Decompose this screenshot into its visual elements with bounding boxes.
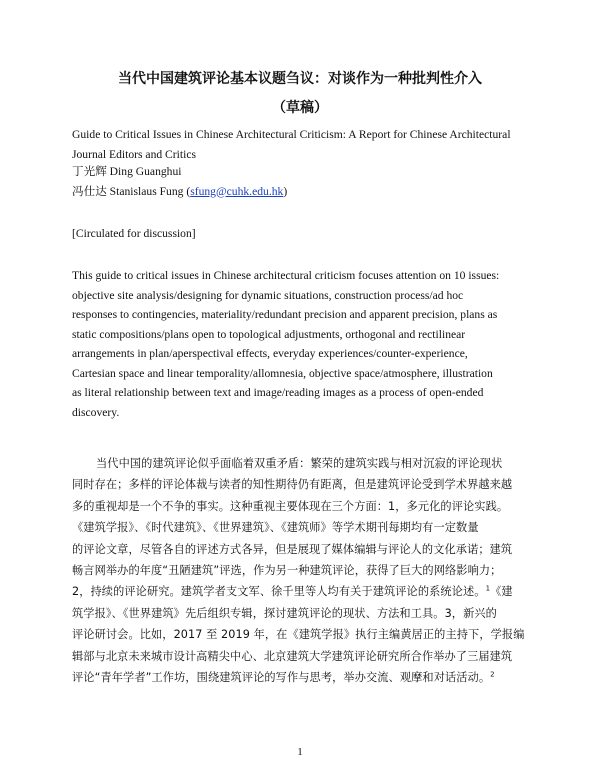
author-fung-close: )	[283, 184, 288, 198]
circulated-note: [Circulated for discussion]	[72, 227, 196, 240]
page-number: 1	[297, 746, 303, 758]
author-fung-name: 冯仕达 Stanislaus Fung (	[72, 184, 191, 198]
subtitle-line: Guide to Critical Issues in Chinese Architectural Criticism: A Report for Chinese Architectural	[72, 128, 511, 141]
abstract-line: Cartesian space and linear temporality/allomnesia, objective space/atmosphere, illustration	[72, 366, 493, 380]
title-line-2: （草稿）	[272, 100, 328, 116]
abstract-paragraph	[72, 266, 542, 422]
body-line-with-footnote	[72, 581, 542, 602]
body-line-with-footnote	[72, 667, 542, 688]
author-ding: 丁光辉 Ding Guanghui	[72, 165, 182, 178]
footnote-marker-1[interactable]: 1	[485, 584, 491, 593]
english-subtitle	[72, 125, 542, 164]
body-line: 筑学报》、《世界建筑》先后组织专辑，探讨建筑评论的现状、方法和工具。3，新兴的	[72, 606, 497, 620]
body-line: 辑部与北京未来城市设计高精尖中心、北京建筑大学建筑评论研究所合作举办了三届建筑	[72, 649, 513, 663]
abstract-line: arrangements in plan/aperspectival effects, everyday experiences/counter-experience,	[72, 347, 468, 360]
author-block	[72, 162, 542, 201]
author-fung	[72, 182, 542, 202]
abstract-line: responses to contingencies, materiality/redundant precision and apparent precision, plans as	[72, 308, 498, 321]
abstract-line: This guide to critical issues in Chinese architectural criticism focuses attention on 10 issues:	[72, 269, 500, 282]
footnote-marker-2[interactable]: 2	[490, 670, 495, 679]
body-line-tail: 《建	[490, 585, 513, 599]
body-line-text: 评论“青年学者”工作坊，围绕建筑评论的写作与思考，举办交流、观摩和对话活动。	[72, 671, 491, 685]
chinese-body-paragraph	[72, 453, 542, 688]
body-line: 多的重视却是一个不争的事实。这种重视主要体现在三个方面：1，多元化的评论实践。	[72, 499, 509, 513]
abstract-line: static compositions/plans open to topological adjustments, orthogonal and rectilinear	[72, 327, 466, 341]
body-line: 评论研讨会。比如，2017 至 2019 年，在《建筑学报》执行主编黄居正的主持下，学报编	[72, 628, 525, 642]
subtitle-line: Journal Editors and Critics	[72, 147, 196, 161]
abstract-line: objective site analysis/designing for dynamic situations, construction process/ad hoc	[72, 288, 464, 302]
body-line: 《建筑学报》、《时代建筑》、《世界建筑》、《建筑师》等学术期刊每期均有一定数量	[72, 521, 479, 535]
abstract-line: as literal relationship between text and image/reading images as a process of open-ended	[72, 386, 484, 399]
title-line-1: 当代中国建筑评论基本议题刍议：对谈作为一种批判性介入	[118, 71, 482, 87]
abstract-line: discovery.	[72, 405, 120, 419]
author-email-link[interactable]: sfung@cuhk.edu.hk	[190, 184, 284, 198]
body-line: 当代中国的建筑评论似乎面临着双重矛盾：繁荣的建筑实践与相对沉寂的评论现状	[96, 457, 503, 470]
body-line-text: 2，持续的评论研究。建筑学者支文军、徐千里等人均有关于建筑评论的系统论述。	[72, 585, 486, 599]
body-line: 畅言网举办的年度“丑陋建筑”评选，作为另一种建筑评论，获得了巨大的网络影响力；	[72, 564, 502, 578]
body-line: 的评论文章，尽管各自的评述方式各异，但是展现了媒体编辑与评论人的文化承诺；建筑	[72, 542, 513, 556]
body-line: 同时存在；多样的评论体裁与读者的知性期待仍有距离，但是建筑评论受到学术界越来越	[72, 478, 513, 492]
